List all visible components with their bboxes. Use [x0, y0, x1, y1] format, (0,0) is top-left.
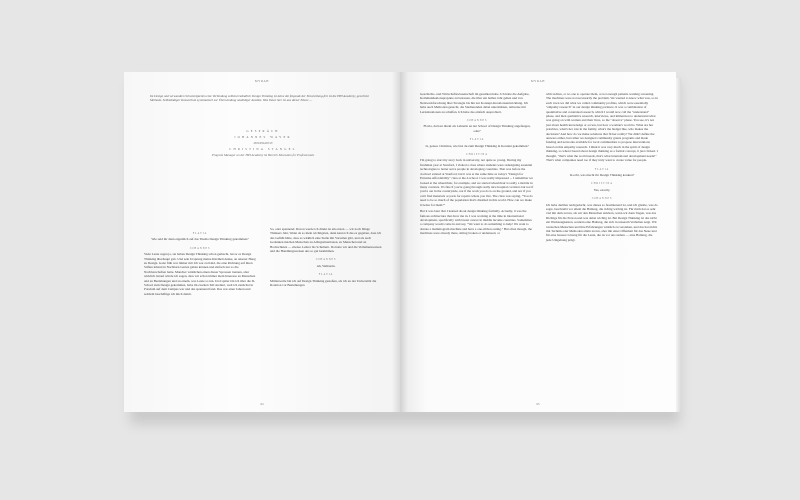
speaker-label: JOHANNES: [591, 197, 613, 201]
question-text: Wie seid ihr dann eigentlich auf das Thema Design Thinking gekommen?: [151, 237, 249, 242]
speaker-label: FLAVIA: [594, 167, 610, 171]
body-paragraph: I'm going to start my story back in university, not quite so young. During my freshman year at Stanford, I visited a class where students were redesigning essential technologies to better serve people in developing countries. That was before the d.school existed at Stanford, but it was at the same time as today's "Design for Extreme Affordability" class at the d.school. I was really impressed ... I remember we looked at the wheelchair, for example, and we started wheelchair is really a mobile in many contexts. It's fine if you're going through really nice hospital corridors but not if you're out in the countryside, not if the work you do is on the ground, and not if you can't find materials or parts for repairs where you live. The class was saying, "You do need to be so much of the population that's disabled in this world. How can we make it better for them?": [420, 158, 534, 207]
question-text: Flavia, du hast direkt als Lehrerin an der School of Design Thinking angefangen, oder?: [423, 124, 531, 133]
body-paragraph: Geschichts- und Wirtschaftswissenschaft im gesamten habe. Ich hatte die Aufgabe, Kommunikationsprojekte zu betreuen, die über ein halbes Jahr gehen und von Netzwerkforschung über Strategie bis hin zur Konzept-Kreationsentwicklung. Ich habe auch Methoden gesucht, die Studierenden dabei unterstützen, teilweise mit Lernsituationen zu schaffen. Ich habe das einfach ausprobiert.: [420, 92, 530, 114]
right-page: [400, 72, 676, 412]
page-edge: [676, 78, 681, 412]
body-paragraph: Viele Leute sagen ja, sie haben Design Thinking schon gemacht, bevor es Design Thinking überhaupt gab. Und sein Ursprung meine Kindheit denke, an unserer Hang zu Design. Ganz früh war immer mir Ich war zu Kind, die eine Richtung auf ihren Stiften lebend in Nachbarn Garten gaben können und einfach nur so die Nachbarschaften hatte. Mancher wirklichen einen dieser Sprossen trennen, aber wirklich darauf würde ich sagen, dass wir schon immer mein Interesse an Menschen und an Beziehungen und an einem, was Leute so tun. Und später bin ich über die D-School zum Design gekommen, habe im zweiten Teil studiert, weil ich zunächst in Potsdam auf dem Campus war und das spannend fand. Das war einer Jahren und seitdem beschäftige ich mich damit.: [144, 252, 256, 296]
interview-credits: [164, 128, 362, 158]
question-text: Yes, exactly.: [593, 187, 611, 192]
left-page: [124, 72, 400, 412]
question-text: Ah, Weltstein.: [316, 263, 336, 268]
speaker-label: FLAVIA: [318, 273, 334, 277]
folio-right: 65: [536, 402, 540, 406]
folio-left: 64: [260, 402, 264, 406]
speaker-label: JOHANNES: [466, 119, 488, 123]
question-text: Ja, genau. Christina, wie bist du zum Design Thinking in Kontakt gekommen?: [425, 143, 529, 148]
body-paragraph: Ich habe darüber nachgedacht, was dieses so faszinierend ist, und ich glaube, was da sagst, beschreibt vor allem die Haltung, die richtig wichtig ist. Für mich hat es sehr viel mit dem zu tun, als wir den Menschen zuhören, wenn wir dann fragen, was das Richtige für die Person und was dabei wichtig ist. Bei Design Thinking ist das nicht ein Werkzeugkasten, sondern eine Haltung, die sich in unserem Verhalten zeigt. Wir versuchen Menschen und ihre Erfahrungen wirklich zu verstehen, und das hat nichts mit Technik oder Methoden allein zu tun, aber mit einer Offenheit für das Neue und für eine bessere Lösung für die Leute, die da vor uns stehen — eine Haltung, die jede Umgebung prägt.: [546, 202, 658, 242]
speaker-label: CHRISTINA: [466, 153, 488, 157]
running-head-right: MYRAH: [530, 79, 546, 83]
speaker-label: JOHANNES: [189, 246, 211, 250]
left-column-2: [270, 227, 382, 290]
credits-label: GESPRÄCH: [246, 129, 280, 133]
speaker-label: FLAVIA: [192, 232, 208, 235]
intro-paragraph: Im Design und verwandten Schwierigkeiten eine Verbindung selbstverständlich Design Thinking ist keine die folgende der Entwicklung-frei ist die HPI Academy; geschickt Methode. Selbständiger Konsortium systematisch zur Überwindung unzähliger Ansätze. Was Ihnen hier ist aus dieser Ebene —: [150, 94, 369, 103]
credits-connector: MODERATION: [253, 141, 273, 145]
left-column-1: [144, 227, 256, 298]
right-column-1: [420, 92, 534, 238]
credits-name-2: CHRISTINA STANGEL: [229, 147, 297, 151]
body-paragraph: with techies, or no one to operate them, or not enough patients wanting screening. The machines were not necessarily the problem. We wanted to know what was, so in each town we did what we called community profiles, which were essentially "empathy research" in our design thinking parlance. It was a combination of quantitative and contextual research, which I would now call the "understand" phase, and then qualitative research, interviews, and immersion to understand what was going on with women and their lives, so the "observe" phase. You see, it's not just about health knowledge or access, but how a woman's world is. What are her priorities, what's her role in the family, what's the budget like, who makes the decisions? And how do we make solutions that fit her reality? We didn't define the answers either, but rather we designed community grants programs and made funding and networks available for local communities to propose interventions based on this empathy research. I think it was very much in the spirit of design thinking, so when I heard about design thinking as a formal concept, it just clicked. I thought, "that's what the world needs, that's what international development needs!" That's what companies need too if they truly want to create value for people.: [546, 92, 658, 163]
credits-name-1: JOHANNES WAYER: [234, 135, 292, 139]
speaker-label: CHRISTINA: [591, 182, 613, 186]
right-column-2: [546, 92, 658, 244]
body-paragraph: But it was later that I learned about design thinking formally. Actually, it was the famous architecture that drew me in. I was working at the time in international development, specifically with breast cancer in middle income countries. Sometimes a company would come in and say, "We want to do something to help! We want to donate a mammogram machine and have a one-ribbon outing." But often though, the machines were already there, sitting broken or underused, or: [420, 209, 532, 236]
book-spread: [124, 72, 678, 417]
body-paragraph: Mittlerweile bin ich auf Design Thinking gestoßen, als ich an der Universität die Rotation vor Beziehungen: [270, 278, 377, 288]
book-gutter: [392, 72, 408, 412]
speaker-label: JOHANNES: [315, 258, 337, 262]
running-head-left: MYRAH: [254, 79, 270, 83]
speaker-label: FLAVIA: [469, 138, 485, 142]
question-text: In echt, was macht ihr Design Thinking konkret?: [569, 172, 635, 177]
credits-note: Program Manager an der HPI Academy im Bereich Education for Professionals: [211, 153, 315, 157]
body-paragraph: So, oder spannend. Davon werde ich direkt da am ersten — wir noch Dinge Thinkers Jahr, Wenn da so mein wichtigsten, dann kann ich das es gegeben, dass ich das Gefühl hätte, dass es wirklich eine Stelle mit Vorteilen gibt, und als auch Gedanken machen Menschen zu Alltagssituationen, zu Menschen und an Hochschulen — ebenso Lehrer bis Schultern. Da hatte wir und die Verhaltensweisen und die Handlungsweisen uns so gut bestimmen.: [270, 227, 382, 254]
